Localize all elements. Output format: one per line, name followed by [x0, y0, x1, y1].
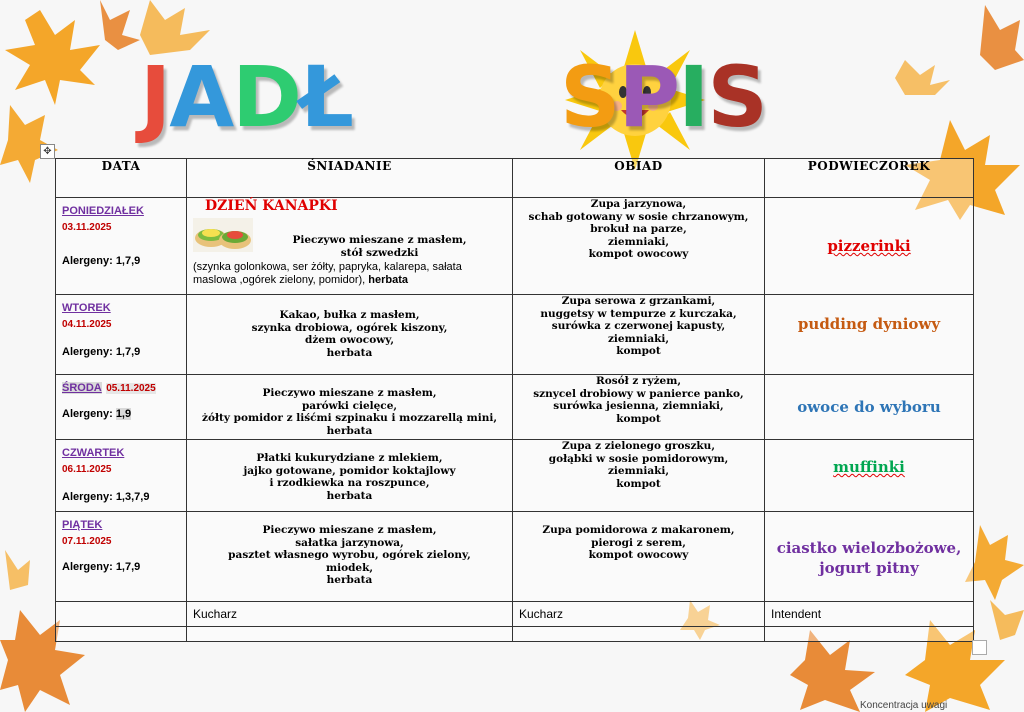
- signature-row: [56, 602, 974, 627]
- table-move-handle[interactable]: ✥: [40, 144, 55, 159]
- manager-label: Intendent: [765, 602, 974, 627]
- lunch-cell: Zupa z zielonego groszku, gołąbki w sosie pomidorowym, ziemniaki, kompot: [513, 440, 765, 512]
- breakfast-menu: Pieczywo mieszane z masłem, stół szwedzki: [292, 234, 467, 259]
- snack-cell: [765, 295, 974, 375]
- empty-cell: [513, 627, 765, 642]
- empty-cell: [56, 627, 187, 642]
- date-cell: [56, 512, 187, 602]
- snack-cell: [765, 198, 974, 295]
- empty-cell: [56, 602, 187, 627]
- date-cell: [56, 440, 187, 512]
- table-row: [56, 512, 974, 602]
- cook-label: Kucharz: [187, 602, 513, 627]
- snack-item: pudding dyniowy: [797, 315, 941, 333]
- header-breakfast: ŚNIADANIE: [187, 159, 513, 198]
- header-lunch: OBIAD: [513, 159, 765, 198]
- date-cell: [56, 375, 187, 440]
- table-header-row: [56, 159, 974, 198]
- lunch-cell: Rosół z ryżem, sznycel drobiowy w panierce panko, surówka jesienna, ziemniaki, kompot: [513, 375, 765, 440]
- day-date: 07.11.2025: [62, 536, 112, 547]
- snack-item: pizzerinki: [827, 237, 911, 255]
- date-cell: [56, 198, 187, 295]
- snack-cell: [765, 375, 974, 440]
- title-left: JADŁ: [140, 48, 352, 146]
- day-date: 05.11.2025: [106, 383, 156, 394]
- maple-leaf-icon: [0, 0, 140, 110]
- allergens: Alergeny: 1,3,7,9: [62, 491, 150, 503]
- title-right: SPIS: [560, 48, 766, 146]
- day-date: 03.11.2025: [62, 222, 112, 233]
- breakfast-cell: Pieczywo mieszane z masłem, parówki cielęce, żółty pomidor z liśćmi szpinaku i mozzarellą mini, herbata: [187, 375, 513, 440]
- sandwich-image: [193, 218, 253, 252]
- maple-leaf-icon: [865, 0, 1024, 100]
- breakfast-cell: Płatki kukurydziane z mlekiem, jajko gotowane, pomidor koktajlowy i rzodkiewka na roszpunce, herbata: [187, 440, 513, 512]
- lunch-cell: Zupa pomidorowa z makaronem, pierogi z serem, kompot owocowy: [513, 512, 765, 602]
- header-snack: PODWIECZOREK: [765, 159, 974, 198]
- special-day-label: DZIEŃ KANAPKI: [205, 198, 338, 214]
- table-resize-handle[interactable]: [972, 640, 987, 655]
- table-row: [56, 295, 974, 375]
- date-cell: [56, 295, 187, 375]
- day-name: PONIEDZIAŁEK: [62, 205, 144, 217]
- empty-cell: [765, 627, 974, 642]
- day-name: WTOREK: [62, 302, 111, 314]
- snack-item: ciastko wielozbożowe, jogurt pitny: [776, 539, 962, 577]
- lunch-cell: Zupa jarzynowa, schab gotowany w sosie chrzanowym, brokuł na parze, ziemniaki, kompot owocowy: [513, 198, 765, 295]
- signature-line-row: [56, 627, 974, 642]
- snack-item: muffinki: [833, 458, 905, 476]
- table-row: [56, 198, 974, 295]
- lunch-cell: Zupa serowa z grzankami, nuggetsy w tempurze z kurczaka, surówka z czerwonej kapusty, ziemniaki, kompot: [513, 295, 765, 375]
- table-row: [56, 375, 974, 440]
- allergens: Alergeny: 1,9: [62, 408, 132, 420]
- empty-cell: [187, 627, 513, 642]
- allergens: Alergeny: 1,7,9: [62, 346, 141, 358]
- day-name: CZWARTEK: [62, 447, 125, 459]
- allergens: Alergeny: 1,7,9: [62, 255, 141, 267]
- breakfast-cell: Kakao, bułka z masłem, szynka drobiowa, ogórek kiszony, dżem owocowy, herbata: [187, 295, 513, 375]
- day-name: PIĄTEK: [62, 519, 103, 531]
- breakfast-extra: (szynka golonkowa, ser żółty, papryka, kalarepa, sałata maslowa ,ogórek zielony, pomidor), herbata: [193, 261, 462, 286]
- status-text: Koncentracja uwagi: [860, 700, 948, 711]
- snack-cell: [765, 512, 974, 602]
- breakfast-cell: [187, 198, 513, 295]
- snack-item: owoce do wyboru: [797, 398, 941, 416]
- maple-leaf-icon: [0, 95, 60, 185]
- day-date: 06.11.2025: [62, 464, 112, 475]
- snack-cell: [765, 440, 974, 512]
- menu-table: [55, 158, 974, 642]
- table-row: [56, 440, 974, 512]
- breakfast-cell: Pieczywo mieszane z masłem, sałatka jarzynowa, pasztet własnego wyrobu, ogórek zielony, miodek, herbata: [187, 512, 513, 602]
- day-date: 04.11.2025: [62, 319, 112, 330]
- day-name: ŚRODA: [62, 382, 102, 394]
- page-title: [140, 30, 840, 145]
- allergens: Alergeny: 1,7,9: [62, 561, 141, 573]
- cook-label: Kucharz: [513, 602, 765, 627]
- header-date: DATA: [56, 159, 187, 198]
